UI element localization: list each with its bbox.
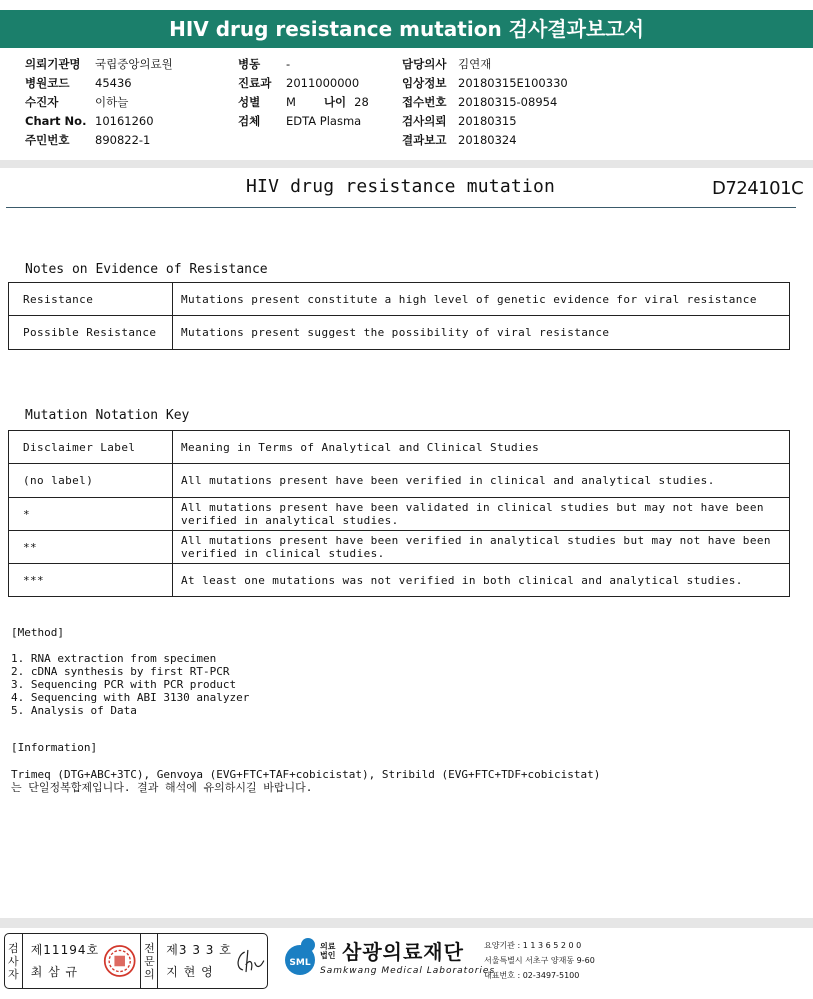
table-cell: Mutations present suggest the possibility of viral resistance: [173, 316, 790, 350]
info-label: 수진자: [25, 95, 59, 109]
info-row: [402, 55, 568, 74]
red-seal-icon: [103, 942, 136, 980]
org-type-line: 의료: [320, 941, 336, 951]
method-step: 4. Sequencing with ABI 3130 analyzer: [11, 691, 250, 704]
organization-logo: [280, 934, 600, 990]
info-row: [238, 74, 369, 93]
table-cell: All mutations present have been validated in clinical studies but may not have been verified in analytical studies.: [173, 498, 790, 531]
info-row: [238, 93, 369, 112]
info-label: 성별: [238, 95, 261, 109]
title-rule: [6, 207, 796, 208]
info-label: 주민번호: [25, 133, 70, 147]
org-contact-line: 서울특별시 서초구 양재동 9-60: [484, 956, 595, 965]
examiner-license-no: 제11194호: [30, 943, 100, 957]
info-label: 병원코드: [25, 76, 70, 90]
info-row: [25, 74, 173, 93]
table-row: [9, 498, 790, 531]
info-value: 28: [354, 95, 369, 109]
information-heading: [Information]: [11, 741, 98, 754]
method-step: 2. cDNA synthesis by first RT-PCR: [11, 665, 230, 678]
vertical-char: 사: [8, 954, 19, 968]
method-step: 3. Sequencing PCR with PCR product: [11, 678, 237, 691]
method-step: 1. RNA extraction from specimen: [11, 652, 217, 665]
information-line: Trimeq (DTG+ABC+3TC), Genvoya (EVG+FTC+TAF+cobicistat), Stribild (EVG+FTC+TDF+cobicistat): [11, 768, 601, 781]
info-label: 접수번호: [402, 95, 447, 109]
vertical-char: 검: [8, 941, 19, 955]
info-value: 20180315: [458, 114, 517, 128]
info-value: 이하늘: [95, 95, 129, 109]
info-value: 국립중앙의료원: [95, 57, 173, 71]
info-row: [25, 55, 173, 74]
table-cell: Resistance: [9, 283, 173, 316]
org-type-line: 법인: [320, 950, 336, 960]
logo-text: SML: [289, 958, 311, 968]
report-code: D724101C: [712, 178, 804, 199]
table-cell: ***: [9, 564, 173, 597]
info-label: 결과보고: [402, 133, 447, 147]
table-cell: *: [9, 498, 173, 531]
signature-icon: [232, 943, 267, 979]
org-type: [320, 942, 342, 960]
table-row: [9, 283, 790, 316]
table-cell: All mutations present have been verified in clinical and analytical studies.: [173, 464, 790, 498]
table-cell: At least one mutations was not verified in both clinical and analytical studies.: [173, 564, 790, 597]
info-label: 병동: [238, 57, 261, 71]
table-cell: **: [9, 531, 173, 564]
info-row: [402, 74, 568, 93]
info-row: [402, 131, 568, 150]
info-row: [402, 93, 568, 112]
info-label: 검체: [238, 114, 261, 128]
specialist-license-no: 제3 3 3 호: [166, 943, 232, 957]
evidence-heading: Notes on Evidence of Resistance: [25, 262, 268, 277]
info-value: 20180324: [458, 133, 517, 147]
info-row: [25, 112, 173, 131]
info-row: [238, 55, 369, 74]
footer-divider: [0, 918, 813, 928]
sml-logo-icon: [280, 936, 320, 976]
info-value: M: [286, 95, 296, 109]
method-heading: [Method]: [11, 626, 64, 639]
org-contact-line: 대표번호 : 02-3497-5100: [484, 971, 580, 980]
table-row: [9, 564, 790, 597]
info-label: Chart No.: [25, 114, 87, 128]
org-name: 삼광의료재단: [342, 940, 464, 964]
info-row: [25, 93, 173, 112]
info-value: -: [286, 57, 291, 71]
evidence-table: [8, 282, 790, 350]
examiner-name: 최 삼 규: [30, 965, 79, 979]
info-label: 진료과: [238, 76, 272, 90]
info-value: 890822-1: [95, 133, 151, 147]
specialist-name: 지 현 영: [166, 965, 214, 979]
info-label: 담당의사: [402, 57, 447, 71]
table-cell: All mutations present have been verified in analytical studies but may not have been verified in clinical studies.: [173, 531, 790, 564]
signature-box: [4, 933, 268, 989]
notation-table: [8, 430, 790, 597]
table-row: [9, 531, 790, 564]
report-header-title: HIV drug resistance mutation 검사결과보고서: [0, 10, 813, 48]
notation-heading: Mutation Notation Key: [25, 408, 190, 423]
table-cell: Possible Resistance: [9, 316, 173, 350]
info-value: 45436: [95, 76, 132, 90]
info-label: 임상정보: [402, 76, 447, 90]
examiner-vertical-label: [5, 934, 23, 988]
report-title: HIV drug resistance mutation: [246, 176, 556, 197]
table-cell: (no label): [9, 464, 173, 498]
info-value: 20180315-08954: [458, 95, 558, 109]
info-value: 2011000000: [286, 76, 360, 90]
info-row: [402, 112, 568, 131]
table-row: [9, 464, 790, 498]
header-divider: [0, 160, 813, 168]
logo-main: [320, 936, 464, 965]
examiner-info: [23, 934, 99, 988]
vertical-char: 의: [144, 967, 155, 981]
specialist-vertical-label: [140, 934, 158, 988]
table-cell: Meaning in Terms of Analytical and Clinical Studies: [173, 431, 790, 464]
vertical-char: 문: [144, 954, 155, 968]
table-row: [9, 431, 790, 464]
org-contact-line: 요양기관 : 1 1 3 6 5 2 0 0: [484, 941, 582, 950]
info-value: 김연재: [458, 57, 492, 71]
vertical-char: 자: [8, 967, 19, 981]
info-row: [238, 112, 369, 131]
table-cell: Mutations present constitute a high level of genetic evidence for viral resistance: [173, 283, 790, 316]
info-label: 나이: [323, 95, 347, 109]
patient-info-col1: [25, 55, 173, 150]
info-value: 20180315E100330: [458, 76, 568, 90]
info-value: EDTA Plasma: [286, 114, 362, 128]
table-row: [9, 316, 790, 350]
table-cell: Disclaimer Label: [9, 431, 173, 464]
vertical-char: 전: [144, 941, 155, 955]
info-label: 의뢰기관명: [25, 57, 81, 71]
info-row: [25, 131, 173, 150]
information-line: 는 단일정복합제입니다. 결과 해석에 유의하시길 바랍니다.: [11, 781, 313, 794]
org-contact: [484, 938, 595, 983]
specialist-info: [158, 934, 232, 988]
method-step: 5. Analysis of Data: [11, 704, 137, 717]
org-english-name: Samkwang Medical Laboratories: [320, 966, 496, 976]
patient-info-col3: [402, 55, 568, 150]
info-value: 10161260: [95, 114, 154, 128]
info-label: 검사의뢰: [402, 114, 447, 128]
patient-info-col2: [238, 55, 369, 131]
